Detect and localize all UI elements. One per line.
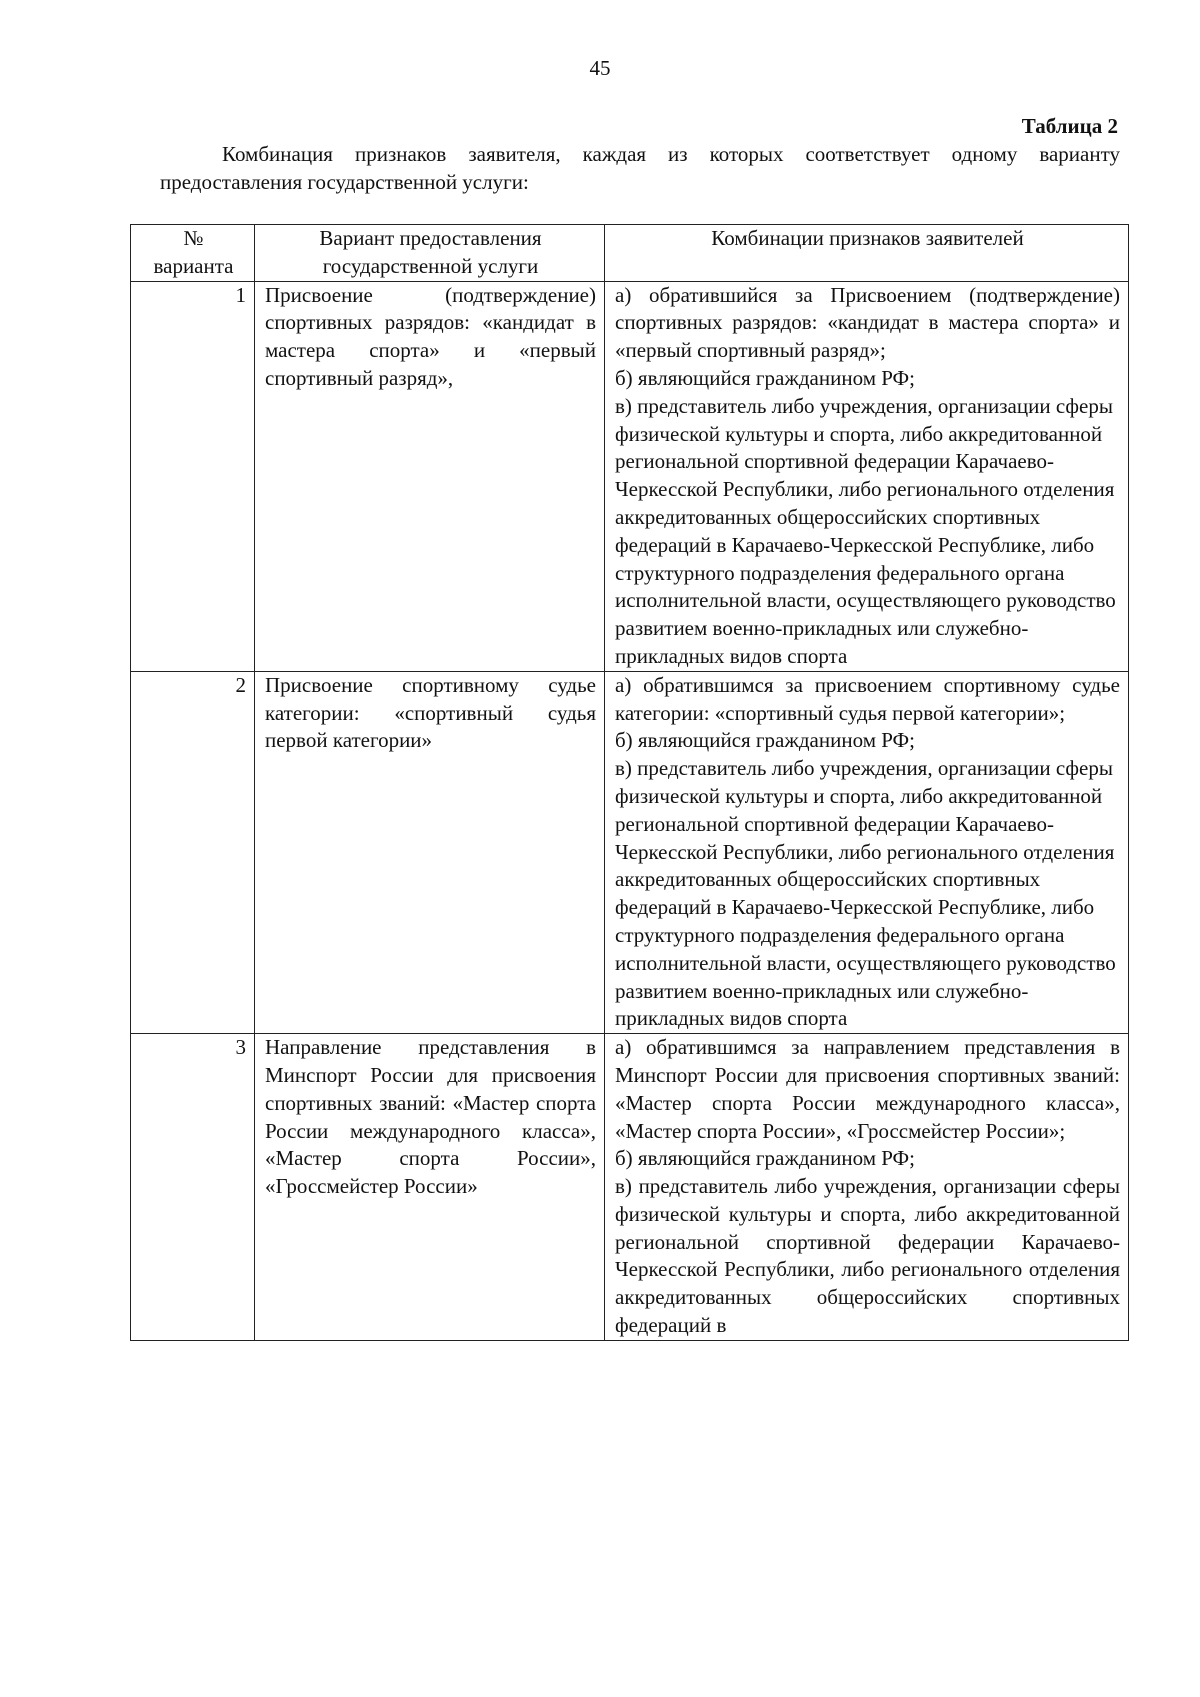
row-number: 3 — [131, 1034, 255, 1341]
criterion-a: а) обратившийся за Присвоением (подтверждение) спортивных разрядов: «кандидат в мастера спорта» и «первый спортивный разряд»; — [615, 282, 1120, 363]
header-combinations: Комбинации признаков заявителей — [605, 225, 1129, 282]
criterion-a: а) обратившимся за присвоением спортивному судье категории: «спортивный судья первой категории»; — [615, 672, 1120, 725]
table-label: Таблица 2 — [1021, 114, 1118, 138]
page-number: 45 — [589, 56, 611, 80]
header-num-symbol: № — [183, 226, 204, 250]
table-row — [131, 1034, 1129, 1341]
row-variant: Присвоение спортивному судье категории: «спортивный судья первой категории» — [255, 671, 605, 1033]
criterion-c: в) представитель либо учреждения, организации сферы физической культуры и спорта, либо аккредитованной региональной спортивной федерации Карачаево-Черкесской Республики, либо регионального отделения аккредитованных общероссийских спортивных федераций в Карачаево-Черкесской Республике, либо структурного подразделения федерального органа исполнительной власти, осуществляющего руководство развитием военно-прикладных или служебно-прикладных видов спорта — [615, 393, 1116, 668]
row-criteria — [605, 1034, 1129, 1341]
table-row — [131, 281, 1129, 671]
header-variant-number — [131, 225, 255, 282]
criterion-c: в) представитель либо учреждения, организации сферы физической культуры и спорта, либо аккредитованной региональной спортивной федерации Карачаево-Черкесской Республики, либо регионального отделения аккредитованных общероссийских спортивных федераций в Карачаево-Черкесской Республике, либо структурного подразделения федерального органа исполнительной власти, осуществляющего руководство развитием военно-прикладных или служебно-прикладных видов спорта — [615, 756, 1116, 1031]
header-num-word: варианта — [153, 253, 234, 278]
table-header-row — [131, 225, 1129, 282]
table-caption: Комбинация признаков заявителя, каждая из которых соответствует одному варианту предоставления государственной услуги: — [160, 142, 1120, 194]
row-number: 2 — [131, 671, 255, 1033]
criterion-c: в) представитель либо учреждения, организации сферы физической культуры и спорта, либо аккредитованной региональной спортивной федерации Карачаево-Черкесской Республики, либо регионального отделения аккредитованных общероссийских спортивных федераций в — [615, 1174, 1120, 1338]
criterion-b: б) являющийся гражданином РФ; — [615, 365, 915, 390]
criterion-a: а) обратившимся за направлением представления в Минспорт России для присвоения спортивных званий: «Мастер спорта России международного класса», «Мастер спорта России», «Гроссмейстер России»; — [615, 1035, 1120, 1143]
criterion-b: б) являющийся гражданином РФ; — [615, 1146, 915, 1171]
row-criteria — [605, 671, 1129, 1033]
header-variant: Вариант предоставления государственной услуги — [255, 225, 605, 282]
row-criteria — [605, 281, 1129, 671]
criterion-b: б) являющийся гражданином РФ; — [615, 728, 915, 753]
row-variant: Присвоение (подтверждение) спортивных разрядов: «кандидат в мастера спорта» и «первый спортивный разряд», — [255, 281, 605, 671]
row-number: 1 — [131, 281, 255, 671]
row-variant: Направление представления в Минспорт России для присвоения спортивных званий: «Мастер спорта России международного класса», «Мастер спорта России», «Гроссмейстер России» — [255, 1034, 605, 1341]
variants-table — [130, 224, 1129, 1341]
table-row — [131, 671, 1129, 1033]
